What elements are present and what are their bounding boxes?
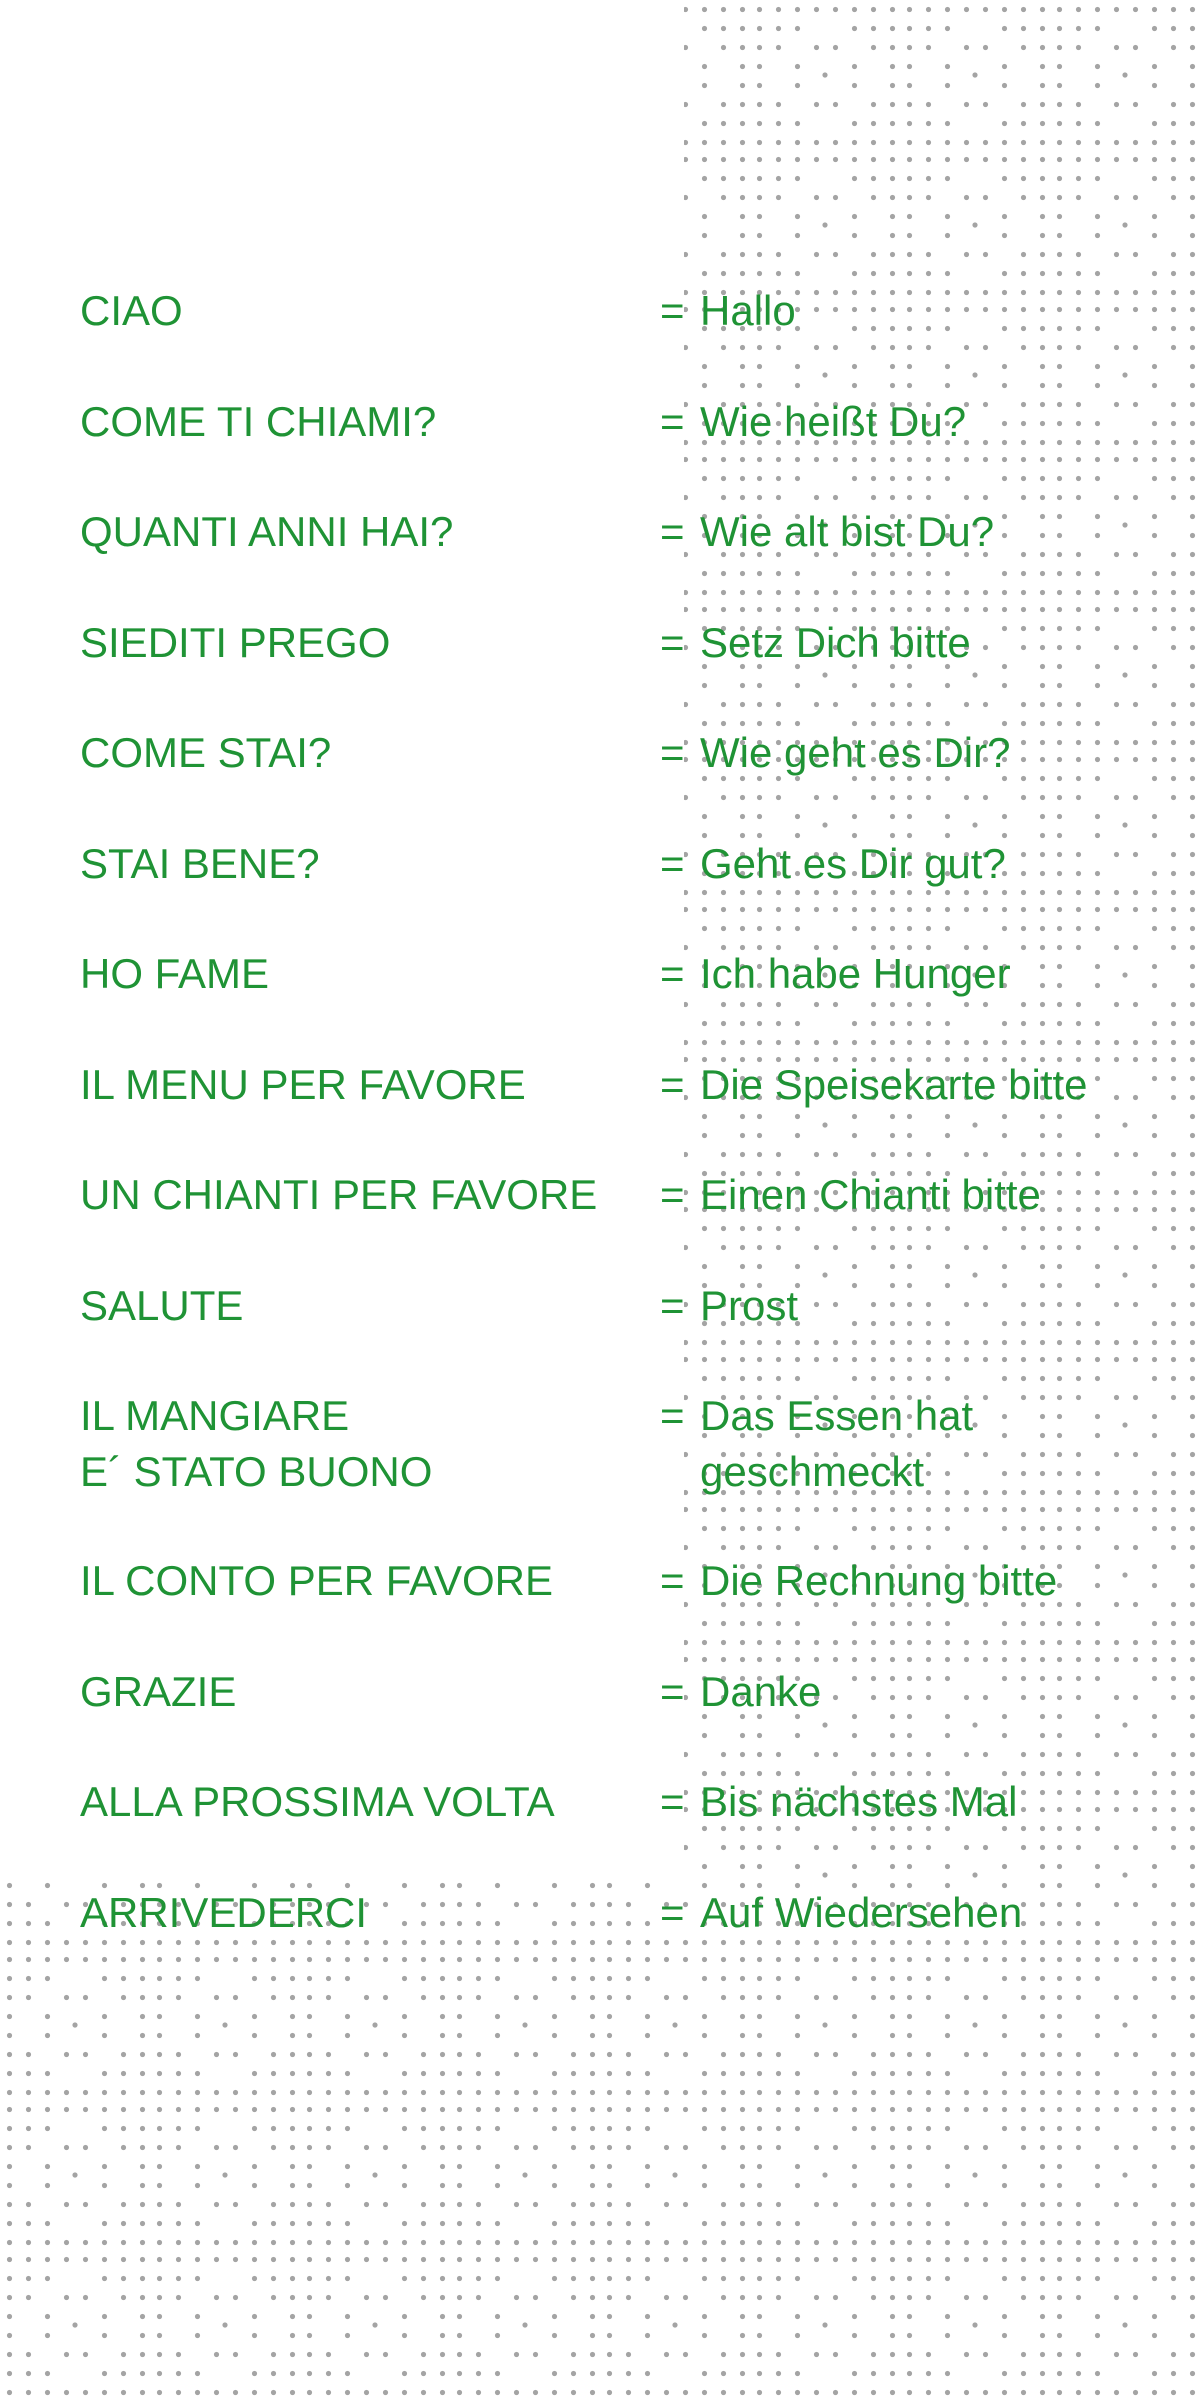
equals-sign: = <box>660 397 685 445</box>
german-phrase: Das Essen hat geschmeckt <box>700 1392 974 1495</box>
german-translation <box>660 394 1160 450</box>
italian-phrase: SIEDITI PREGO <box>80 618 391 666</box>
german-translation <box>660 1278 1160 1334</box>
italian-phrase: IL MANGIARE E´ STATO BUONO <box>80 1392 433 1495</box>
equals-sign: = <box>660 1171 685 1218</box>
equals-sign: = <box>660 508 685 555</box>
phrase-row <box>80 1057 1160 1168</box>
german-phrase: Die Speisekarte bitte <box>700 1060 1088 1108</box>
italian-phrase: STAI BENE? <box>80 839 320 887</box>
german-translation <box>660 1664 1160 1720</box>
equals-sign: = <box>660 1778 685 1825</box>
german-phrase: Ich habe Hunger <box>700 950 1011 997</box>
german-phrase: Die Rechnung bitte <box>700 1557 1058 1604</box>
phrase-row <box>80 1885 1160 1996</box>
german-phrase: Prost <box>700 1281 799 1329</box>
italian-phrase: ARRIVEDERCI <box>80 1888 368 1936</box>
phrase-row <box>80 394 1160 505</box>
italian-phrase: CIAO <box>80 287 183 334</box>
italian-phrase: HO FAME <box>80 950 270 997</box>
german-translation <box>660 1388 1160 1500</box>
equals-sign: = <box>660 1281 685 1329</box>
phrase-row <box>80 1553 1160 1664</box>
phrase-row <box>80 504 1160 615</box>
german-phrase: Danke <box>700 1667 822 1715</box>
equals-sign: = <box>660 839 685 887</box>
german-translation <box>660 283 1160 339</box>
german-translation <box>660 504 1160 560</box>
equals-sign: = <box>660 1667 685 1715</box>
german-phrase: Auf Wiedersehen <box>700 1888 1023 1936</box>
italian-phrase: ALLA PROSSIMA VOLTA <box>80 1778 555 1825</box>
phrase-row <box>80 1664 1160 1775</box>
german-translation <box>660 725 1160 781</box>
german-phrase: Geht es Dir gut? <box>700 839 1006 887</box>
german-phrase: Setz Dich bitte <box>700 618 971 666</box>
equals-sign: = <box>660 1392 685 1439</box>
equals-sign: = <box>660 1888 685 1936</box>
italian-phrase: COME TI CHIAMI? <box>80 397 437 445</box>
phrase-row <box>80 283 1160 394</box>
equals-sign: = <box>660 729 685 776</box>
german-translation <box>660 1885 1160 1941</box>
phrase-row <box>80 615 1160 726</box>
phrase-list <box>80 283 1160 1995</box>
german-phrase: Bis nächstes Mal <box>700 1778 1018 1825</box>
german-translation <box>660 1167 1160 1223</box>
equals-sign: = <box>660 287 685 334</box>
phrase-row <box>80 946 1160 1057</box>
german-phrase: Wie heißt Du? <box>700 397 967 445</box>
equals-sign: = <box>660 950 685 997</box>
equals-sign: = <box>660 618 685 666</box>
german-translation <box>660 946 1160 1002</box>
equals-sign: = <box>660 1557 685 1604</box>
phrase-row <box>80 836 1160 947</box>
equals-sign: = <box>660 1060 685 1108</box>
phrase-row <box>80 1388 1160 1553</box>
phrase-row <box>80 1278 1160 1389</box>
german-phrase: Wie alt bist Du? <box>700 508 995 555</box>
italian-phrase: IL CONTO PER FAVORE <box>80 1557 553 1604</box>
german-translation <box>660 615 1160 671</box>
german-phrase: Hallo <box>700 287 796 334</box>
german-translation <box>660 1774 1160 1830</box>
phrase-row <box>80 725 1160 836</box>
italian-phrase: SALUTE <box>80 1281 244 1329</box>
italian-phrase: QUANTI ANNI HAI? <box>80 508 454 555</box>
italian-phrase: UN CHIANTI PER FAVORE <box>80 1171 598 1218</box>
italian-phrase: IL MENU PER FAVORE <box>80 1060 526 1108</box>
german-translation <box>660 1553 1160 1609</box>
italian-phrase: GRAZIE <box>80 1667 237 1715</box>
phrase-row <box>80 1774 1160 1885</box>
german-phrase: Einen Chianti bitte <box>700 1171 1041 1218</box>
german-translation <box>660 1057 1160 1113</box>
german-translation <box>660 836 1160 892</box>
german-phrase: Wie geht es Dir? <box>700 729 1011 776</box>
phrase-row <box>80 1167 1160 1278</box>
italian-phrase: COME STAI? <box>80 729 332 776</box>
